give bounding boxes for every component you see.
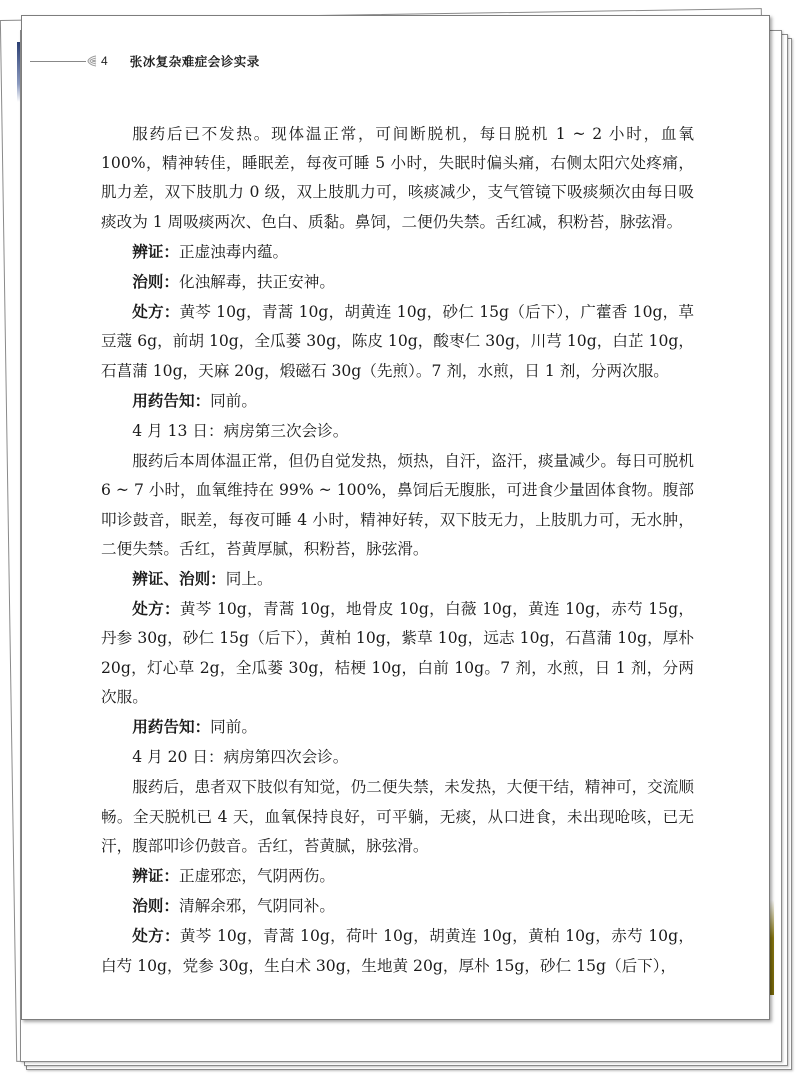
medication-notice-label: 用药告知： bbox=[132, 390, 211, 410]
prescription-label: 处方： bbox=[132, 926, 180, 946]
prescription-label: 处方： bbox=[132, 599, 180, 619]
body-text bbox=[101, 119, 694, 981]
page-number: 4 bbox=[101, 54, 108, 68]
paragraph-course-description: 服药后，患者双下肢似有知觉，仍二便失禁，未发热，大便干结，精神可，交流顺畅。全天脱机已 4 天，血氧保持良好，可平躺，无痰，从口进食，未出现呛咳，已无汗，腹部叩诊仍鼓音。舌红，苔黄腻，脉弦滑。 bbox=[101, 778, 694, 855]
paragraph-syndrome-principle: 辨证、治则：同上。 bbox=[132, 569, 273, 589]
syndrome-label: 辨证： bbox=[132, 241, 179, 261]
paragraph-consultation-date: 4 月 20 日：病房第四次会诊。 bbox=[132, 748, 349, 767]
paragraph-syndrome: 辨证：正虚浊毒内蕴。 bbox=[132, 241, 289, 261]
paragraph-medication-notice: 用药告知：同前。 bbox=[132, 717, 257, 737]
paragraph-syndrome: 辨证：正虚邪恋，气阴两伤。 bbox=[132, 866, 335, 886]
syndrome-principle-label: 辨证、治则： bbox=[132, 569, 226, 589]
paragraph-consultation-date: 4 月 13 日：病房第三次会诊。 bbox=[132, 422, 349, 441]
paragraph-course-description: 服药后本周体温正常，但仍自觉发热，烦热，自汗，盗汗，痰量减少。每日可脱机 6 ~ 7 小时，血氧维持在 99% ~ 100%，鼻饲后无腹胀，可进食少量固体食物。腹部叩诊鼓音，眠差，每夜可睡 4 小时，精神好转，双下肢无力，上肢肌力可，无水肿，二便失禁。舌红，苔黄厚腻，积粉苔，脉弦滑。 bbox=[101, 452, 694, 558]
paragraph-medication-notice: 用药告知：同前。 bbox=[132, 390, 257, 410]
treatment-principle-label: 治则： bbox=[132, 272, 179, 292]
paragraph-treatment-principle: 治则：清解余邪，气阴同补。 bbox=[132, 896, 335, 916]
medication-notice-label: 用药告知： bbox=[132, 717, 211, 737]
syndrome-label: 辨证： bbox=[132, 866, 179, 886]
running-header bbox=[30, 53, 260, 69]
prescription-label: 处方： bbox=[132, 302, 180, 322]
paragraph-course-description: 服药后已不发热。现体温正常，可间断脱机，每日脱机 1 ~ 2 小时，血氧 100%，精神转佳，睡眠差，每夜可睡 5 小时，失眠时偏头痛，右侧太阳穴处疼痛，肌力差，双下肢肌力 0 级，双上肢肌力可，咳痰减少，支气管镜下吸痰频次由每日吸痰改为 1 周吸痰两次、色白、质黏。鼻饲，二便仍失禁。舌红减，积粉苔，脉弦滑。 bbox=[101, 125, 694, 231]
treatment-principle-label: 治则： bbox=[132, 896, 179, 916]
paragraph-prescription: 处方：黄芩 10g，青蒿 10g，荷叶 10g，胡黄连 10g，黄柏 10g，赤芍 10g，白芍 10g，党参 30g，生白术 30g，生地黄 20g，厚朴 15g，砂仁 15g（后下）， bbox=[101, 926, 694, 975]
document-page bbox=[21, 15, 770, 1020]
book-title: 张冰复杂难症会诊实录 bbox=[129, 54, 260, 69]
paragraph-prescription: 处方：黄芩 10g，青蒿 10g，胡黄连 10g，砂仁 15g（后下），广藿香 10g，草豆蔻 6g，前胡 10g，全瓜蒌 30g，陈皮 10g，酸枣仁 30g，川芎 10g，白芷 10g，石菖蒲 10g，天麻 20g，煅磁石 30g（先煎）。7 剂，水煎，日 1 剂，分两次服。 bbox=[101, 302, 694, 380]
paragraph-prescription: 处方：黄芩 10g，青蒿 10g，地骨皮 10g，白薇 10g，黄连 10g，赤芍 15g，丹参 30g，砂仁 15g（后下），黄柏 10g，紫草 10g，远志 10g，石菖蒲 10g，厚朴 20g，灯心草 2g，全瓜蒌 30g，桔梗 10g，白前 10g。7 剂，水煎，日 1 剂，分两次服。 bbox=[101, 599, 694, 706]
leaf-ornament-icon bbox=[87, 55, 97, 67]
paragraph-treatment-principle: 治则：化浊解毒，扶正安神。 bbox=[132, 272, 335, 292]
header-rule bbox=[30, 61, 86, 62]
